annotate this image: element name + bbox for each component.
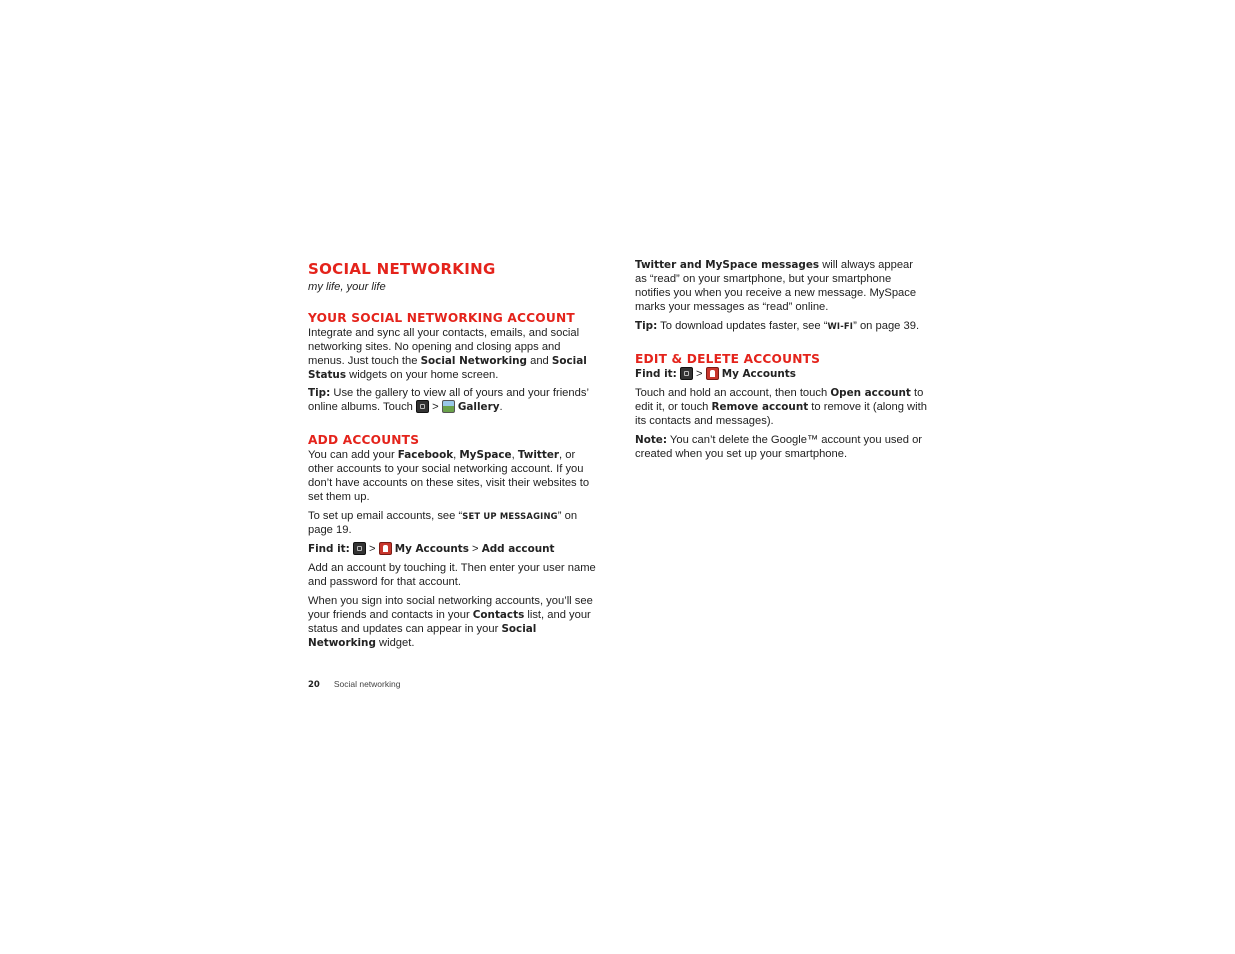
add-account-find-it: Find it: > My Accounts > Add account	[308, 543, 555, 555]
edit-delete-paragraph: Touch and hold an account, then touch Open account to edit it, or touch Remove account to remove it (along with its contacts and messages).	[635, 387, 927, 427]
section-heading-social-account: YOUR SOCIAL NETWORKING ACCOUNT	[308, 311, 575, 325]
email-setup-paragraph: To set up email accounts, see “SET UP MESSAGING” on page 19.	[308, 510, 578, 536]
app-launcher-icon	[353, 542, 366, 555]
section-heading-add-accounts: ADD ACCOUNTS	[308, 433, 420, 447]
gallery-tip: Tip: Use the gallery to view all of yours and your friends’ online albums. Touch > Gallery.	[308, 387, 589, 413]
edit-delete-find-it: Find it: > My Accounts	[635, 368, 796, 380]
sign-in-paragraph: When you sign into social networking accounts, you’ll see your friends and contacts in your Contacts list, and your status and updates can appear in your Social Networking widget.	[308, 595, 593, 649]
set-up-messaging-reference: SET UP MESSAGING	[462, 511, 558, 521]
social-account-paragraph: Integrate and sync all your contacts, emails, and social networking sites. No opening and closing apps and menus. Just touch the Social Networking and Social Status widgets on your home screen.	[308, 327, 587, 381]
my-accounts-icon	[379, 542, 392, 555]
page-number: 20	[308, 680, 320, 690]
wifi-reference: WI-FI	[827, 321, 854, 331]
app-launcher-icon	[680, 367, 693, 380]
right-column	[635, 258, 927, 461]
footer-section-name: Social networking	[333, 679, 401, 689]
my-accounts-icon	[706, 367, 719, 380]
download-tip: Tip: To download updates faster, see “WI-FI” on page 39.	[635, 320, 920, 332]
page-subtitle: my life, your life	[308, 281, 386, 293]
google-account-note: Note: You can’t delete the Google™ account you used or created when you set up your smartphone.	[635, 434, 923, 460]
add-accounts-paragraph: You can add your Facebook, MySpace, Twitter, or other accounts to your social networking account. If you don’t have accounts on these sites, visit their websites to set them up.	[308, 449, 590, 503]
section-heading-edit-delete: EDIT & DELETE ACCOUNTS	[635, 352, 821, 366]
add-account-instructions: Add an account by touching it. Then enter your user name and password for that account.	[308, 562, 596, 588]
app-launcher-icon	[416, 400, 429, 413]
gallery-icon	[442, 400, 455, 413]
messages-paragraph: Twitter and MySpace messages will always appear as “read” on your smartphone, but your smartphone notifies you when you receive a new message. MySpace marks your messages as “read” online.	[635, 259, 917, 313]
page-title: SOCIAL NETWORKING	[308, 260, 496, 278]
left-column	[308, 258, 600, 650]
page-footer	[308, 677, 400, 692]
